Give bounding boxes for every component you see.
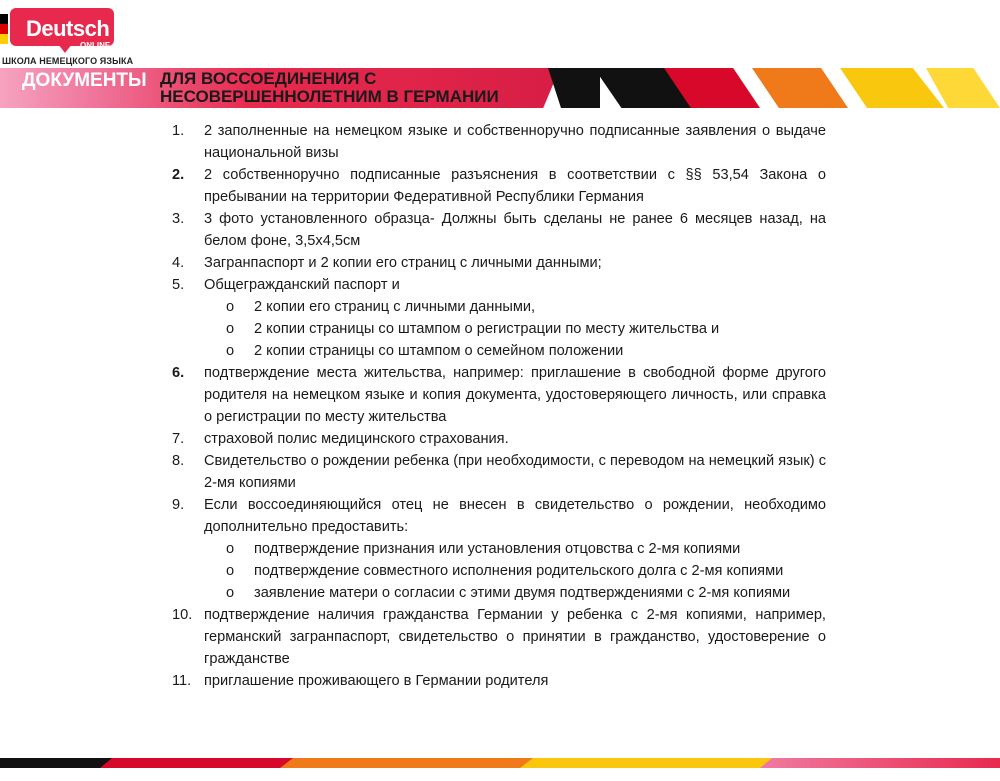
list-item xyxy=(172,494,826,604)
item-number: 1. xyxy=(172,123,185,139)
sub-list xyxy=(172,296,826,362)
sub-list-item xyxy=(172,582,826,604)
item-text: подтверждение наличия гражданства Германии у ребенка с 2-мя копиями, например, германский загранпаспорт, свидетельство о принятии в гражданство, удостоверение о гражданстве xyxy=(204,607,826,667)
list-item xyxy=(172,604,826,670)
list-item xyxy=(172,252,826,274)
bullet-icon: o xyxy=(226,585,235,601)
item-number: 4. xyxy=(172,255,185,271)
german-flag-icon xyxy=(0,14,8,44)
sub-item-text: 2 копии страницы со штампом о семейном положении xyxy=(254,343,624,359)
sub-list xyxy=(172,538,826,604)
list-item xyxy=(172,450,826,494)
logo xyxy=(10,8,114,50)
logo-main-text: Deutsch xyxy=(26,16,110,41)
item-text: Если воссоединяющийся отец не внесен в свидетельство о рождении, необходимо дополнительно предоставить: xyxy=(204,497,826,535)
footer-bar-yellow xyxy=(520,758,780,768)
sub-item-text: 2 копии страницы со штампом о регистрации по месту жительства и xyxy=(254,321,720,337)
footer-bar-orange xyxy=(280,758,540,768)
list-item xyxy=(172,274,826,362)
list-item xyxy=(172,208,826,252)
item-text: Загранпаспорт и 2 копии его страниц с личными данными; xyxy=(204,255,602,271)
section-label: ДОКУМЕНТЫ xyxy=(22,70,147,91)
page-title: ДЛЯ ВОССОЕДИНЕНИЯ С НЕСОВЕРШЕННОЛЕТНИМ В ГЕРМАНИИ xyxy=(160,69,499,106)
bullet-icon: o xyxy=(226,343,235,359)
footer-bar-pink xyxy=(760,758,1000,768)
item-text: Свидетельство о рождении ребенка (при необходимости, с переводом на немецкий язык) с 2-мя копиями xyxy=(204,453,826,491)
item-number: 9. xyxy=(172,497,185,513)
item-number: 7. xyxy=(172,431,185,447)
item-text: страховой полис медицинского страхования. xyxy=(204,431,509,447)
sub-item-text: подтверждение признания или установления отцовства с 2-мя копиями xyxy=(254,541,741,557)
footer-bar-red xyxy=(100,758,300,768)
item-number: 6. xyxy=(172,365,185,381)
sub-list-item xyxy=(172,538,826,560)
sub-list-item xyxy=(172,560,826,582)
list-item xyxy=(172,362,826,428)
item-text: 2 заполненные на немецком языке и собственноручно подписанные заявления о выдаче национальной визы xyxy=(204,123,826,161)
bullet-icon: o xyxy=(226,541,235,557)
bullet-icon: o xyxy=(226,299,235,315)
stripe-yellow xyxy=(840,68,944,108)
school-tagline: ШКОЛА НЕМЕЦКОГО ЯЗЫКА xyxy=(2,56,134,66)
logo-speech-tail xyxy=(58,44,72,53)
sub-list-item xyxy=(172,296,826,318)
bullet-icon: o xyxy=(226,321,235,337)
sub-item-text: заявление матери о согласии с этими двумя подтверждениями с 2-мя копиями xyxy=(254,585,791,601)
item-text: Общегражданский паспорт и xyxy=(204,277,400,293)
list-item xyxy=(172,164,826,208)
document-list xyxy=(172,120,826,692)
bullet-icon: o xyxy=(226,563,235,579)
sub-list-item xyxy=(172,318,826,340)
sub-item-text: 2 копии его страниц с личными данными, xyxy=(254,299,536,315)
item-text: приглашение проживающего в Германии родителя xyxy=(204,673,549,689)
list-item xyxy=(172,428,826,450)
item-number: 5. xyxy=(172,277,185,293)
item-number: 8. xyxy=(172,453,185,469)
sub-item-text: подтверждение совместного исполнения родительского долга с 2-мя копиями xyxy=(254,563,784,579)
item-number: 3. xyxy=(172,211,185,227)
list-item xyxy=(172,670,826,692)
item-number: 2. xyxy=(172,167,185,183)
item-number: 10. xyxy=(172,607,193,623)
stripe-orange xyxy=(752,68,848,108)
list-item xyxy=(172,120,826,164)
item-text: подтверждение места жительства, например: приглашение в свободной форме другого родителя на немецком языке и копия документа, удостоверяющего личность, или справка о регистрации по месту жительства xyxy=(204,365,826,425)
logo-sub-text: ONLINE xyxy=(80,41,111,50)
item-text: 3 фото установленного образца- Должны быть сделаны не ранее 6 месяцев назад, на белом фоне, 3,5х4,5см xyxy=(204,211,826,249)
sub-list-item xyxy=(172,340,826,362)
item-text: 2 собственноручно подписанные разъяснения в соответствии с §§ 53,54 Закона о пребывании на территории Федеративной Республики Германия xyxy=(204,167,826,205)
item-number: 11. xyxy=(172,673,192,689)
